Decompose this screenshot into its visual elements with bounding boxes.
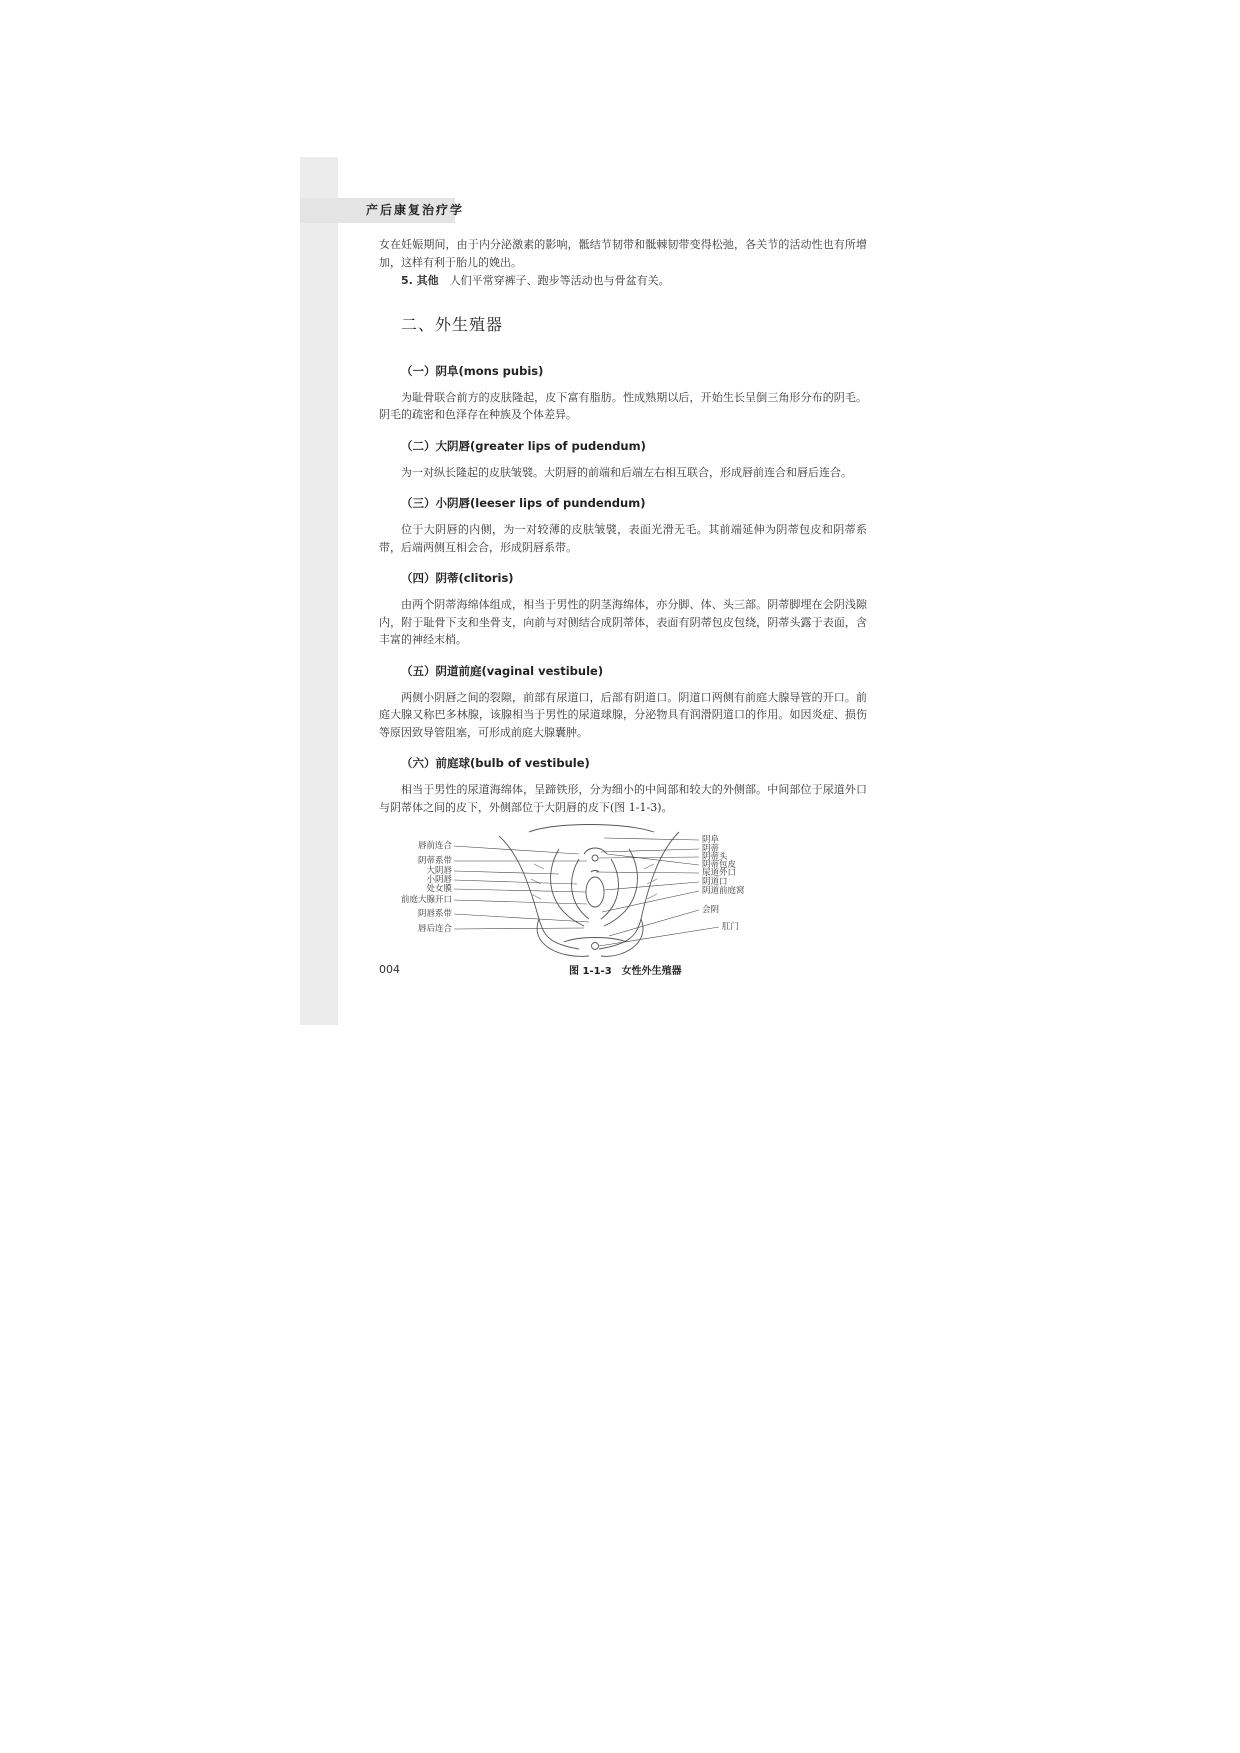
figure-label-right: 阴道口 (702, 877, 728, 887)
figure-caption: 图 1-1-3 女性外生殖器 (569, 966, 682, 977)
page-gutter-band (300, 157, 338, 1025)
other-label: 5. 其他 (401, 274, 439, 287)
figure-label-left: 阴蒂系带 (417, 856, 452, 866)
figure-label-right: 阴蒂 (702, 844, 720, 854)
subsection-heading-clitoris: （四）阴蒂(clitoris) (401, 571, 514, 585)
page-body (379, 236, 867, 984)
anatomy-illustration (379, 824, 867, 959)
subsection-text-greater-lips: 为一对纵长隆起的皮肤皱襞。大阴唇的前端和后端左右相互联合，形成唇前连合和唇后连合。 (401, 465, 852, 479)
subsection-heading-vestibule: （五）阴道前庭(vaginal vestibule) (401, 663, 604, 678)
figure-label-right: 阴蒂包皮 (702, 860, 737, 870)
subsection-text-mons-pubis: 为耻骨联合前方的皮肤隆起，皮下富有脂肪。性成熟期以后，开始生长呈倒三角形分布的阴毛。阴毛的疏密和色泽存在种族及个体差异。 (379, 390, 867, 421)
other-paragraph (379, 272, 867, 290)
figure-label-left: 小阴唇 (426, 875, 452, 885)
figure-label-right: 尿道外口 (702, 868, 737, 878)
figure-label-right: 阴道前庭窝 (702, 886, 745, 896)
subsection-text-lesser-lips: 位于大阴唇的内侧，为一对较薄的皮肤皱襞，表面光滑无毛。其前端延伸为阴蒂包皮和阴蒂系带，后端两侧互相会合，形成阴唇系带。 (379, 523, 867, 554)
anatomy-figure (379, 824, 867, 984)
intro-paragraph: 女在妊娠期间，由于内分泌激素的影响，骶结节韧带和骶棘韧带变得松弛，各关节的活动性也有所增加，这样有利于胎儿的娩出。 (379, 238, 867, 269)
subsection-text-clitoris: 由两个阴蒂海绵体组成，相当于男性的阴茎海绵体，亦分脚、体、头三部。阴蒂脚埋在会阴浅隙内，附于耻骨下支和坐骨支，向前与对侧结合成阴蒂体，表面有阴蒂包皮包绕，阴蒂头露于表面，含丰富的神经末梢。 (379, 598, 867, 646)
subsection-heading-lesser-lips: （三）小阴唇(leeser lips of pundendum) (401, 496, 646, 510)
running-head: 产后康复治疗学 (366, 203, 465, 217)
figure-label-left: 处女膜 (426, 884, 452, 894)
subsection-heading-mons-pubis: （一）阴阜(mons pubis) (401, 363, 544, 378)
figure-label-left: 大阴唇 (426, 866, 452, 876)
figure-label-right: 肛门 (722, 922, 740, 932)
figure-label-left: 前庭大腺开口 (400, 895, 452, 905)
figure-label-left: 阴唇系带 (417, 909, 452, 919)
figure-label-left: 唇前连合 (417, 841, 452, 851)
subsection-heading-greater-lips: （二）大阴唇(greater lips of pudendum) (401, 438, 646, 453)
subsection-text-bulb: 相当于男性的尿道海绵体，呈蹄铁形，分为细小的中间部和较大的外侧部。中间部位于尿道外口与阴蒂体之间的皮下，外侧部位于大阴唇的皮下(图 1-1-3)。 (379, 783, 867, 814)
subsection-heading-bulb: （六）前庭球(bulb of vestibule) (401, 756, 590, 770)
subsection-text-vestibule: 两侧小阴唇之间的裂隙，前部有尿道口，后部有阴道口。阴道口两侧有前庭大腺导管的开口。前庭大腺又称巴多林腺，该腺相当于男性的尿道球腺，分泌物具有润滑阴道口的作用。如因炎症、损伤等原因致导管阻塞，可形成前庭大腺囊肿。 (379, 690, 867, 739)
page-number: 004 (379, 963, 400, 976)
section-title: 二、外生殖器 (401, 314, 504, 334)
figure-label-left: 唇后连合 (417, 924, 452, 934)
other-text: 人们平常穿裤子、跑步等活动也与骨盆有关。 (449, 274, 670, 287)
figure-label-right: 阴阜 (702, 835, 720, 845)
figure-label-right: 阴蒂头 (702, 852, 728, 862)
figure-label-right: 会阴 (702, 905, 720, 915)
